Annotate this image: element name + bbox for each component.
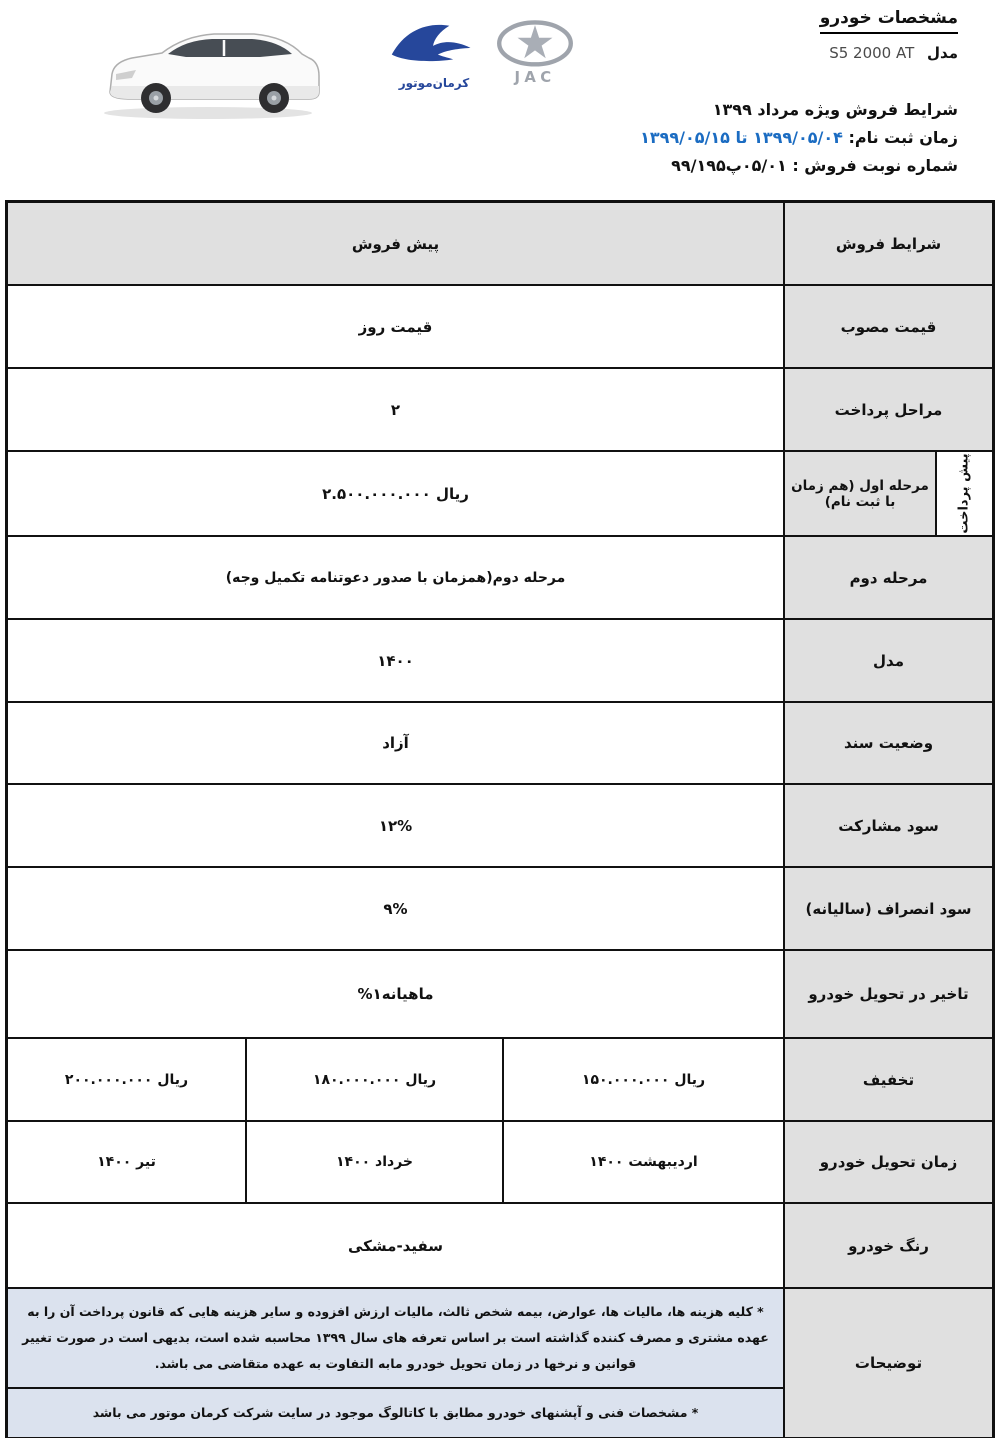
kerman-wordmark: کرمان‌موتور bbox=[398, 76, 470, 90]
stage1-value: ۲.۵۰۰.۰۰۰.۰۰۰ ریال bbox=[322, 484, 469, 503]
prepayment-side-label: پیش پرداخت bbox=[956, 453, 972, 534]
model-year-label: مدل bbox=[783, 620, 992, 701]
model-year-value: ۱۴۰۰ bbox=[377, 651, 414, 670]
note-2: * مشخصات فنی و آپشنهای خودرو مطابق با کاتالوگ موجود در سایت شرکت کرمان موتور می باشد bbox=[8, 1389, 783, 1437]
row-approved-price bbox=[8, 286, 992, 369]
approved-price-label: قیمت مصوب bbox=[783, 286, 992, 367]
conditions-table bbox=[5, 200, 995, 1438]
row-sale-type bbox=[8, 203, 992, 286]
row-discount bbox=[8, 1039, 992, 1122]
color-value: سفید-مشکی bbox=[348, 1236, 444, 1255]
header-sale-info bbox=[560, 100, 958, 185]
delivery-time-label: زمان تحویل خودرو bbox=[783, 1122, 992, 1202]
row-stage2 bbox=[8, 537, 992, 620]
sale-type-value: پیش فروش bbox=[8, 203, 783, 284]
discount-value-1: ۱۵۰.۰۰۰.۰۰۰ ریال bbox=[502, 1039, 783, 1120]
cancellation-interest-label: سود انصراف (سالیانه) bbox=[783, 868, 992, 949]
row-delivery-time bbox=[8, 1122, 992, 1204]
stage1-label: مرحله اول (هم زمان با ثبت نام) bbox=[783, 452, 935, 535]
note-1: * کلیه هزینه ها، مالیات ها، عوارض، بیمه شخص ثالث، مالیات ارزش افزوده و سایر هزینه هایی که قانون پرداخت آن را به عهده مشتری و مصرف کننده گذاشته است بر اساس تعرفه های سال ۱۳۹۹ محاسبه شده است، بدیهی است در صورت تغییر قوانین و نرخها در زمان تحویل خودرو مابه التفاوت به عهده متقاضی می باشد. bbox=[8, 1289, 783, 1389]
row-notes bbox=[8, 1289, 992, 1437]
model-line bbox=[560, 44, 958, 62]
delivery-time-3: تیر ۱۴۰۰ bbox=[97, 1154, 156, 1170]
sale-title: شرایط فروش ویژه مرداد ۱۳۹۹ bbox=[712, 100, 958, 119]
partnership-interest-label: سود مشارکت bbox=[783, 785, 992, 866]
discount-values bbox=[8, 1039, 783, 1120]
discount-value-2: ۱۸۰.۰۰۰.۰۰۰ ریال bbox=[245, 1039, 502, 1120]
row-payment-stages bbox=[8, 369, 992, 452]
cancellation-interest-value: ۹% bbox=[383, 899, 408, 918]
row-color bbox=[8, 1204, 992, 1289]
discount-value-3: ۲۰۰.۰۰۰.۰۰۰ ریال bbox=[64, 1071, 189, 1088]
model-label: مدل bbox=[927, 44, 958, 62]
document-status-label: وضعیت سند bbox=[783, 703, 992, 783]
model-value: S5 2000 AT bbox=[829, 44, 915, 62]
row-prepayment-stage1 bbox=[8, 452, 992, 537]
row-delivery-delay bbox=[8, 951, 992, 1039]
jac-logo bbox=[487, 16, 583, 94]
registration-label: زمان ثبت نام: bbox=[848, 128, 958, 148]
jac-wordmark: JAC bbox=[514, 68, 556, 86]
row-model-year bbox=[8, 620, 992, 703]
jac-star-icon bbox=[487, 16, 583, 90]
delivery-time-2: خرداد ۱۴۰۰ bbox=[245, 1122, 502, 1202]
notes-area bbox=[8, 1289, 783, 1437]
header-right bbox=[560, 8, 958, 62]
document-status-value: آزاد bbox=[382, 734, 409, 752]
delivery-delay-value: %۱ماهیانه bbox=[357, 985, 434, 1003]
payment-stages-label: مراحل پرداخت bbox=[783, 369, 992, 450]
stage2-label: مرحله دوم bbox=[783, 537, 992, 618]
registration-line bbox=[560, 128, 958, 147]
kerman-motor-logo bbox=[386, 18, 482, 90]
delivery-time-values bbox=[8, 1122, 783, 1202]
sale-type-label: شرایط فروش bbox=[783, 203, 992, 284]
sale-number-line: شماره نوبت فروش : ۰۵/۰۱پ۹۹/۱۹۵ bbox=[671, 156, 958, 176]
kerman-bird-icon bbox=[386, 18, 482, 70]
notes-label: توضیحات bbox=[783, 1289, 992, 1437]
partnership-interest-value: ۱۲% bbox=[378, 816, 413, 835]
approved-price-value: قیمت روز bbox=[358, 317, 433, 336]
row-partnership-interest bbox=[8, 785, 992, 868]
discount-label: تخفیف bbox=[783, 1039, 992, 1120]
registration-dates: ۱۳۹۹/۰۵/۰۴ تا ۱۳۹۹/۰۵/۱۵ bbox=[640, 128, 843, 148]
prepayment-side-cell bbox=[935, 452, 992, 535]
color-label: رنگ خودرو bbox=[783, 1204, 992, 1287]
row-cancellation-interest bbox=[8, 868, 992, 951]
page-title: مشخصات خودرو bbox=[820, 8, 958, 34]
payment-stages-value: ۲ bbox=[390, 400, 401, 419]
row-document-status bbox=[8, 703, 992, 785]
delivery-time-1: اردیبهشت ۱۴۰۰ bbox=[502, 1122, 783, 1202]
stage2-value: مرحله دوم(همزمان با صدور دعوتنامه تکمیل وجه) bbox=[225, 569, 566, 586]
car-photo bbox=[92, 12, 322, 124]
delivery-delay-label: تاخیر در تحویل خودرو bbox=[783, 951, 992, 1037]
